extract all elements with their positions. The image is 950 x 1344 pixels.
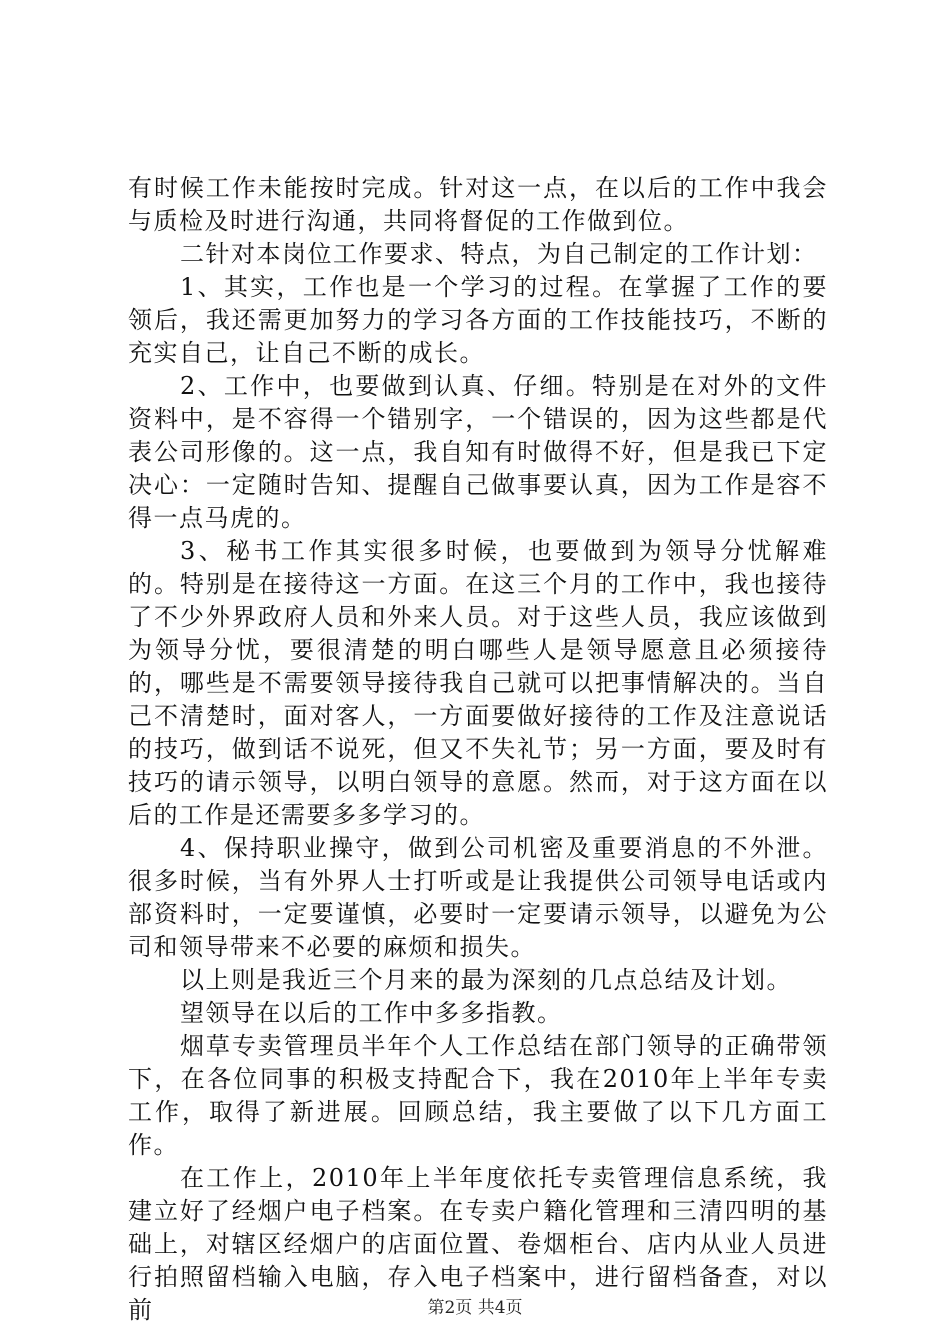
- paragraph-plan-item-2: 2、工作中，也要做到认真、仔细。特别是在对外的文件资料中，是不容得一个错别字，一个错误的，因为这些都是代表公司形像的。这一点，我自知有时做得不好，但是我已下定决心：一定随时告知、提醒自己做事要认真，因为工作是容不得一点马虎的。: [128, 372, 828, 532]
- paragraph-second-report-intro: 烟草专卖管理员半年个人工作总结在部门领导的正确带领下，在各位同事的积极支持配合下，我在2010年上半年专卖工作，取得了新进展。回顾总结，我主要做了以下几方面工作。: [128, 1032, 828, 1159]
- document-body: [128, 172, 828, 1327]
- page-footer: 第2页 共4页: [427, 1298, 523, 1318]
- paragraph-continued: 有时候工作未能按时完成。针对这一点，在以后的工作中我会与质检及时进行沟通，共同将督促的工作做到位。: [128, 174, 828, 235]
- paragraph-plan-item-3: 3、秘书工作其实很多时候，也要做到为领导分忧解难的。特别是在接待这一方面。在这三个月的工作中，我也接待了不少外界政府人员和外来人员。对于这些人员，我应该做到为领导分忧，要很清楚的明白哪些人是领导愿意且必须接待的，哪些是不需要领导接待我自己就可以把事情解决的。当自己不清楚时，面对客人，一方面要做好接待的工作及注意说话的技巧，做到话不说死，但又不失礼节；另一方面，要及时有技巧的请示领导，以明白领导的意愿。然而，对于这方面在以后的工作是还需要多多学习的。: [128, 537, 828, 829]
- paragraph-plan-heading: 二针对本岗位工作要求、特点，为自己制定的工作计划：: [180, 240, 818, 268]
- paragraph-second-report-work: 在工作上，2010年上半年度依托专卖管理信息系统，我建立好了经烟户电子档案。在专卖户籍化管理和三清四明的基础上，对辖区经烟户的店面位置、卷烟柜台、店内从业人员进行拍照留档输入电脑，存入电子档案中，进行留档备查，对以前: [128, 1164, 828, 1324]
- paragraph-plan-item-1: 1、其实，工作也是一个学习的过程。在掌握了工作的要领后，我还需更加努力的学习各方面的工作技能技巧，不断的充实自己，让自己不断的成长。: [128, 273, 828, 367]
- paragraph-closing: 望领导在以后的工作中多多指教。: [180, 999, 563, 1027]
- paragraph-plan-item-4: 4、保持职业操守，做到公司机密及重要消息的不外泄。很多时候，当有外界人士打听或是让我提供公司领导电话或内部资料时，一定要谨慎，必要时一定要请示领导，以避免为公司和领导带来不必要的麻烦和损失。: [128, 834, 828, 961]
- paragraph-summary: 以上则是我近三个月来的最为深刻的几点总结及计划。: [180, 966, 792, 994]
